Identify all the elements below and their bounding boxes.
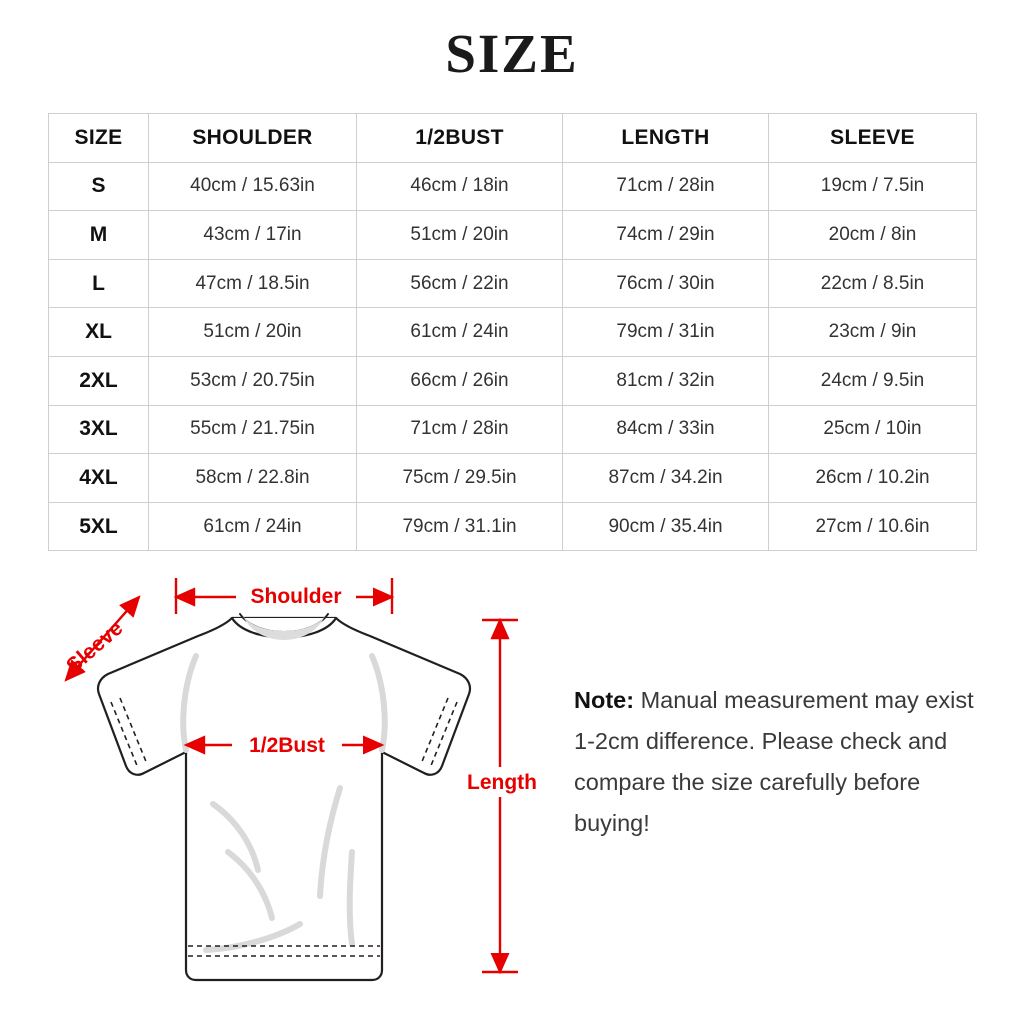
column-header-size: SIZE [49,114,149,163]
table-row [49,259,977,308]
table-header-row [49,114,977,163]
cell-bust: 61cm / 24in [357,308,563,357]
cell-bust: 75cm / 29.5in [357,454,563,503]
cell-size: L [49,259,149,308]
measurement-note [574,680,986,844]
cell-sleeve: 26cm / 10.2in [769,454,977,503]
sleeve-label: Sleeve [62,616,128,678]
cell-sleeve: 22cm / 8.5in [769,259,977,308]
cell-length: 76cm / 30in [563,259,769,308]
cell-sleeve: 25cm / 10in [769,405,977,454]
page-title: SIZE [445,23,579,84]
table-row [49,356,977,405]
cell-size: 2XL [49,356,149,405]
shoulder-label: Shoulder [250,585,342,608]
cell-length: 79cm / 31in [563,308,769,357]
cell-length: 90cm / 35.4in [563,502,769,551]
cell-length: 84cm / 33in [563,405,769,454]
cell-size: 4XL [49,454,149,503]
cell-size: M [49,211,149,260]
column-header-length: LENGTH [563,114,769,163]
table-row [49,502,977,551]
cell-size: XL [49,308,149,357]
length-label: Length [467,771,537,794]
tshirt-illustration [98,614,470,980]
cell-bust: 51cm / 20in [357,211,563,260]
cell-length: 71cm / 28in [563,162,769,211]
cell-shoulder: 40cm / 15.63in [149,162,357,211]
cell-bust: 46cm / 18in [357,162,563,211]
size-chart-table [48,113,977,551]
table-row [49,405,977,454]
cell-size: S [49,162,149,211]
cell-sleeve: 19cm / 7.5in [769,162,977,211]
cell-length: 81cm / 32in [563,356,769,405]
cell-bust: 56cm / 22in [357,259,563,308]
cell-shoulder: 51cm / 20in [149,308,357,357]
column-header-shoulder: SHOULDER [149,114,357,163]
cell-shoulder: 58cm / 22.8in [149,454,357,503]
note-text: Manual measurement may exist 1-2cm difference. Please check and compare the size carefully before buying! [574,687,974,836]
table-row [49,308,977,357]
note-label: Note: [574,687,635,713]
table-row [49,162,977,211]
cell-shoulder: 61cm / 24in [149,502,357,551]
column-header-sleeve: SLEEVE [769,114,977,163]
cell-length: 87cm / 34.2in [563,454,769,503]
column-header-bust: 1/2BUST [357,114,563,163]
cell-length: 74cm / 29in [563,211,769,260]
cell-bust: 71cm / 28in [357,405,563,454]
table-row [49,454,977,503]
cell-bust: 66cm / 26in [357,356,563,405]
cell-bust: 79cm / 31.1in [357,502,563,551]
cell-size: 3XL [49,405,149,454]
table-row [49,211,977,260]
cell-shoulder: 47cm / 18.5in [149,259,357,308]
cell-sleeve: 27cm / 10.6in [769,502,977,551]
cell-shoulder: 55cm / 21.75in [149,405,357,454]
cell-size: 5XL [49,502,149,551]
cell-sleeve: 23cm / 9in [769,308,977,357]
cell-shoulder: 53cm / 20.75in [149,356,357,405]
cell-sleeve: 20cm / 8in [769,211,977,260]
bust-label: 1/2Bust [249,734,325,757]
cell-sleeve: 24cm / 9.5in [769,356,977,405]
cell-shoulder: 43cm / 17in [149,211,357,260]
